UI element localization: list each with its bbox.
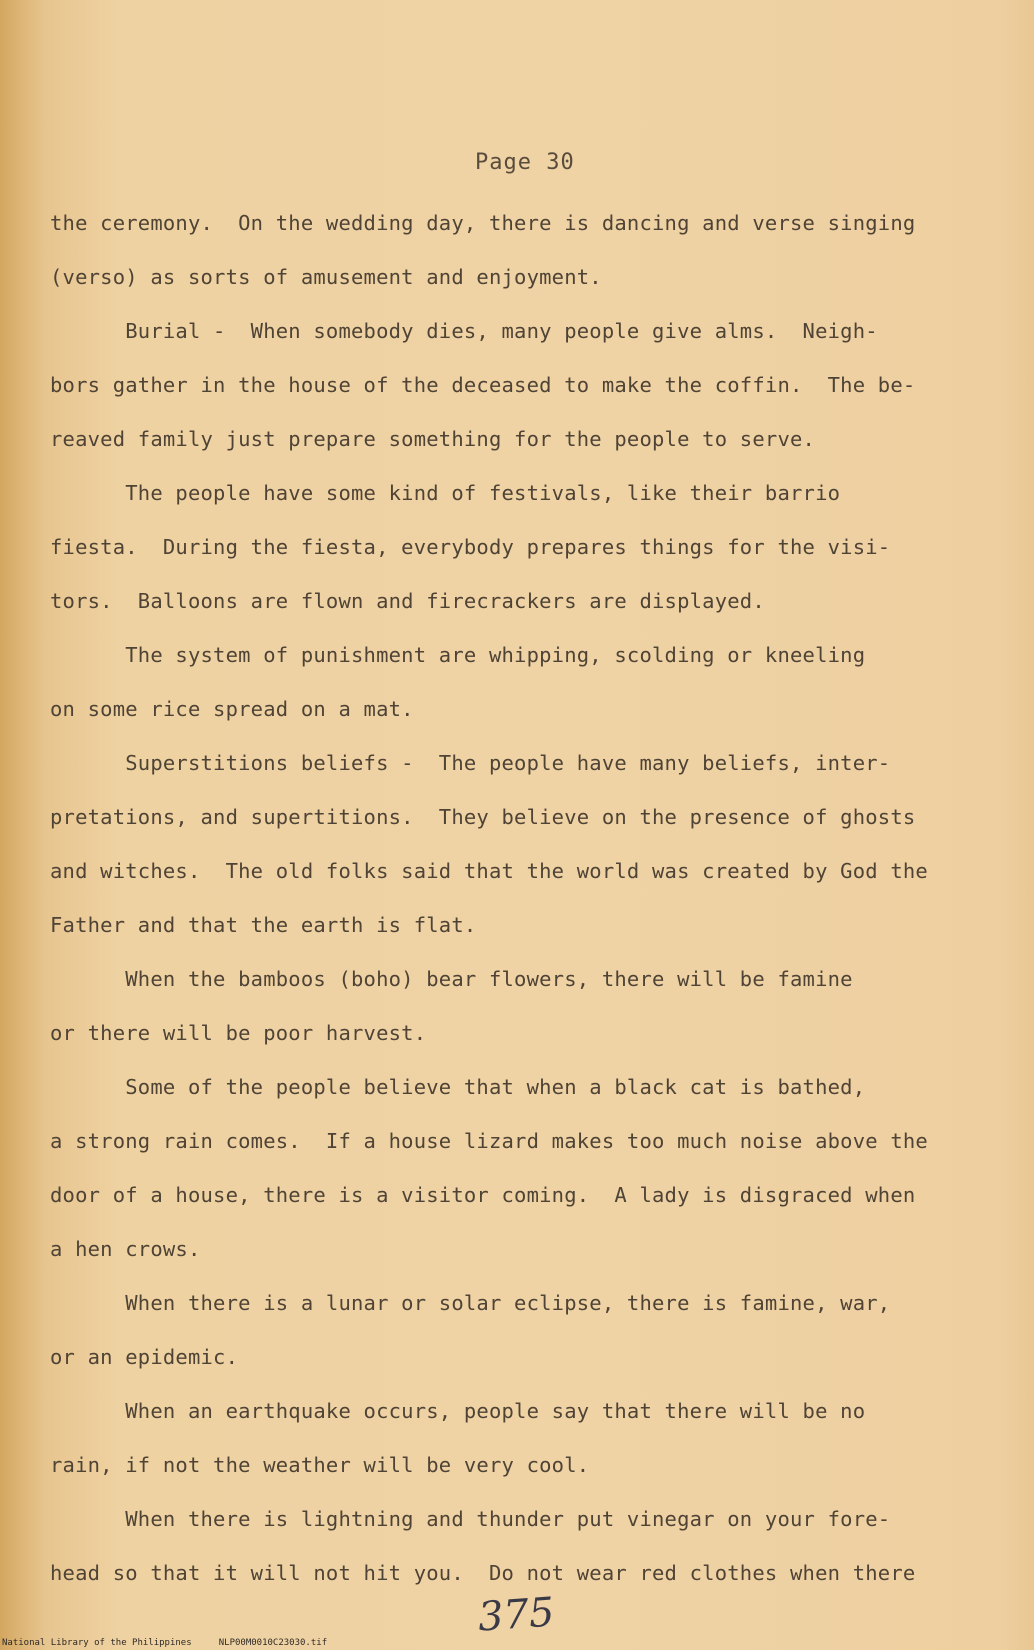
text-line: fiesta. During the fiesta, everybody prepares things for the visi- (50, 535, 891, 559)
text-line: When there is a lunar or solar eclipse, there is famine, war, (50, 1291, 891, 1315)
text-line: Some of the people believe that when a black cat is bathed, (50, 1075, 866, 1099)
body-text (50, 205, 1000, 1609)
text-line: the ceremony. On the wedding day, there is dancing and verse singing (50, 211, 916, 235)
text-line: a hen crows. (50, 1237, 201, 1261)
handwritten-page-number: 375 (476, 1589, 556, 1641)
text-line: or there will be poor harvest. (50, 1021, 427, 1045)
text-line: or an epidemic. (50, 1345, 239, 1369)
text-line: on some rice spread on a mat. (50, 697, 414, 721)
text-line: Father and that the earth is flat. (50, 913, 477, 937)
text-line: door of a house, there is a visitor coming. A lady is disgraced when (50, 1183, 916, 1207)
page-number: Page 30 (475, 150, 575, 175)
text-line: and witches. The old folks said that the world was created by God the (50, 859, 928, 883)
text-line: The system of punishment are whipping, scolding or kneeling (50, 643, 866, 667)
text-line: head so that it will not hit you. Do not wear red clothes when there (50, 1561, 916, 1585)
text-line: Superstitions beliefs - The people have many beliefs, inter- (50, 751, 891, 775)
text-line: pretations, and supertitions. They believe on the presence of ghosts (50, 805, 916, 829)
text-line: When an earthquake occurs, people say that there will be no (50, 1399, 866, 1423)
text-line: reaved family just prepare something for the people to serve. (50, 427, 816, 451)
text-line: When the bamboos (boho) bear flowers, there will be famine (50, 967, 853, 991)
text-line: rain, if not the weather will be very cool. (50, 1453, 590, 1477)
text-line: The people have some kind of festivals, like their barrio (50, 481, 841, 505)
scan-footer: National Library of the Philippines NLP00M0010C23030.tif (2, 1638, 328, 1648)
text-line: (verso) as sorts of amusement and enjoyment. (50, 265, 602, 289)
text-line: Burial - When somebody dies, many people give alms. Neigh- (50, 319, 878, 343)
text-line: tors. Balloons are flown and firecrackers are displayed. (50, 589, 765, 613)
text-line: When there is lightning and thunder put vinegar on your fore- (50, 1507, 891, 1531)
text-line: a strong rain comes. If a house lizard makes too much noise above the (50, 1129, 928, 1153)
text-line: bors gather in the house of the deceased to make the coffin. The be- (50, 373, 916, 397)
